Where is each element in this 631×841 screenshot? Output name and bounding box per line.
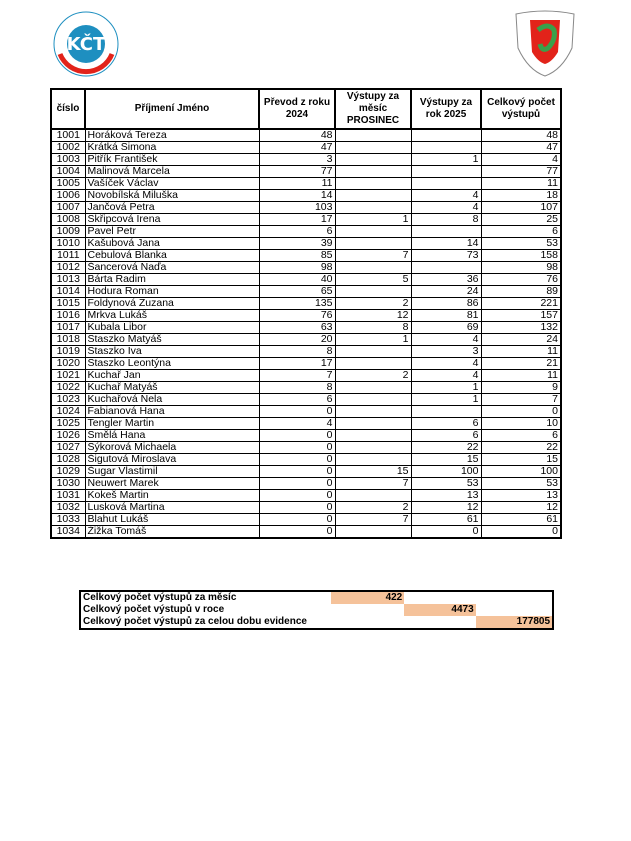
month-ascents bbox=[335, 286, 411, 298]
table-row bbox=[51, 442, 561, 454]
table-row bbox=[51, 334, 561, 346]
svg-text:KČT: KČT bbox=[66, 34, 106, 55]
month-ascents: 15 bbox=[335, 466, 411, 478]
member-id: 1015 bbox=[51, 298, 85, 310]
table-row bbox=[51, 394, 561, 406]
month-ascents bbox=[335, 129, 411, 142]
member-id: 1010 bbox=[51, 238, 85, 250]
member-id: 1004 bbox=[51, 166, 85, 178]
transfer-2024: 14 bbox=[259, 190, 335, 202]
year-ascents: 12 bbox=[411, 502, 481, 514]
total-ascents: 6 bbox=[481, 430, 561, 442]
year-ascents: 6 bbox=[411, 418, 481, 430]
table-row bbox=[51, 262, 561, 274]
member-id: 1030 bbox=[51, 478, 85, 490]
member-id: 1020 bbox=[51, 358, 85, 370]
header-name: Příjmení Jméno bbox=[85, 89, 259, 129]
totals-summary bbox=[79, 590, 554, 630]
member-name: Neuwert Marek bbox=[85, 478, 259, 490]
member-id: 1032 bbox=[51, 502, 85, 514]
year-ascents: 4 bbox=[411, 334, 481, 346]
month-ascents bbox=[335, 430, 411, 442]
member-name: Smělá Hana bbox=[85, 430, 259, 442]
table-row bbox=[51, 370, 561, 382]
month-ascents: 2 bbox=[335, 370, 411, 382]
year-ascents: 1 bbox=[411, 382, 481, 394]
member-id: 1022 bbox=[51, 382, 85, 394]
year-ascents bbox=[411, 129, 481, 142]
table-row bbox=[51, 178, 561, 190]
table-row bbox=[51, 478, 561, 490]
year-ascents: 4 bbox=[411, 358, 481, 370]
month-ascents bbox=[335, 154, 411, 166]
transfer-2024: 48 bbox=[259, 129, 335, 142]
member-name: Šancerová Naďa bbox=[85, 262, 259, 274]
month-ascents bbox=[335, 358, 411, 370]
header-year-2025: Výstupy za rok 2025 bbox=[411, 89, 481, 129]
transfer-2024: 3 bbox=[259, 154, 335, 166]
total-ascents: 7 bbox=[481, 394, 561, 406]
year-ascents bbox=[411, 178, 481, 190]
transfer-2024: 7 bbox=[259, 370, 335, 382]
month-ascents: 7 bbox=[335, 514, 411, 526]
year-ascents: 36 bbox=[411, 274, 481, 286]
transfer-2024: 20 bbox=[259, 334, 335, 346]
member-name: Foldynová Zuzana bbox=[85, 298, 259, 310]
table-row bbox=[51, 466, 561, 478]
month-ascents bbox=[335, 382, 411, 394]
year-ascents bbox=[411, 406, 481, 418]
transfer-2024: 8 bbox=[259, 382, 335, 394]
year-ascents: 81 bbox=[411, 310, 481, 322]
month-ascents bbox=[335, 262, 411, 274]
month-ascents: 7 bbox=[335, 250, 411, 262]
month-ascents: 5 bbox=[335, 274, 411, 286]
transfer-2024: 65 bbox=[259, 286, 335, 298]
member-name: Bárta Radim bbox=[85, 274, 259, 286]
table-row bbox=[51, 226, 561, 238]
month-ascents: 12 bbox=[335, 310, 411, 322]
month-ascents bbox=[335, 202, 411, 214]
member-name: Žižka Tomáš bbox=[85, 526, 259, 539]
member-name: Lusková Martina bbox=[85, 502, 259, 514]
month-ascents bbox=[335, 142, 411, 154]
total-ascents: 24 bbox=[481, 334, 561, 346]
member-id: 1025 bbox=[51, 418, 85, 430]
total-ascents: 12 bbox=[481, 502, 561, 514]
member-name: Kokeš Martin bbox=[85, 490, 259, 502]
year-ascents: 22 bbox=[411, 442, 481, 454]
member-id: 1017 bbox=[51, 322, 85, 334]
member-id: 1011 bbox=[51, 250, 85, 262]
table-row bbox=[51, 430, 561, 442]
transfer-2024: 135 bbox=[259, 298, 335, 310]
member-id: 1031 bbox=[51, 490, 85, 502]
year-ascents bbox=[411, 142, 481, 154]
table-row bbox=[51, 214, 561, 226]
year-ascents: 1 bbox=[411, 394, 481, 406]
member-id: 1008 bbox=[51, 214, 85, 226]
members-table bbox=[50, 88, 562, 539]
member-id: 1028 bbox=[51, 454, 85, 466]
total-ascents: 132 bbox=[481, 322, 561, 334]
member-id: 1007 bbox=[51, 202, 85, 214]
year-ascents: 15 bbox=[411, 454, 481, 466]
member-id: 1016 bbox=[51, 310, 85, 322]
table-row bbox=[51, 142, 561, 154]
total-year-label: Celkový počet výstupů v roce bbox=[83, 604, 225, 615]
transfer-2024: 6 bbox=[259, 226, 335, 238]
total-month-value: 422 bbox=[331, 592, 404, 604]
member-id: 1013 bbox=[51, 274, 85, 286]
member-id: 1009 bbox=[51, 226, 85, 238]
month-ascents bbox=[335, 226, 411, 238]
year-ascents: 13 bbox=[411, 490, 481, 502]
table-row bbox=[51, 154, 561, 166]
total-ascents: 11 bbox=[481, 178, 561, 190]
year-ascents bbox=[411, 166, 481, 178]
total-ascents: 11 bbox=[481, 370, 561, 382]
table-row bbox=[51, 406, 561, 418]
header-transfer-2024: Převod z roku 2024 bbox=[259, 89, 335, 129]
year-ascents: 69 bbox=[411, 322, 481, 334]
transfer-2024: 0 bbox=[259, 502, 335, 514]
transfer-2024: 98 bbox=[259, 262, 335, 274]
member-name: Kubala Libor bbox=[85, 322, 259, 334]
member-name: Kašubová Jana bbox=[85, 238, 259, 250]
total-ascents: 61 bbox=[481, 514, 561, 526]
table-row bbox=[51, 346, 561, 358]
member-id: 1019 bbox=[51, 346, 85, 358]
total-year-value: 4473 bbox=[404, 604, 475, 616]
header-total: Celkový počet výstupů bbox=[481, 89, 561, 129]
month-ascents bbox=[335, 178, 411, 190]
year-ascents: 3 bbox=[411, 346, 481, 358]
total-ascents: 221 bbox=[481, 298, 561, 310]
total-ascents: 53 bbox=[481, 238, 561, 250]
member-name: Vašíček Václav bbox=[85, 178, 259, 190]
year-ascents: 73 bbox=[411, 250, 481, 262]
member-id: 1012 bbox=[51, 262, 85, 274]
month-ascents: 7 bbox=[335, 478, 411, 490]
total-ascents: 21 bbox=[481, 358, 561, 370]
month-ascents bbox=[335, 418, 411, 430]
member-name: Skřipcová Irena bbox=[85, 214, 259, 226]
member-name: Tengler Martin bbox=[85, 418, 259, 430]
total-ascents: 13 bbox=[481, 490, 561, 502]
table-row bbox=[51, 454, 561, 466]
year-ascents: 53 bbox=[411, 478, 481, 490]
total-ascents: 158 bbox=[481, 250, 561, 262]
table-row bbox=[51, 190, 561, 202]
month-ascents: 2 bbox=[335, 502, 411, 514]
transfer-2024: 17 bbox=[259, 358, 335, 370]
total-ascents: 15 bbox=[481, 454, 561, 466]
transfer-2024: 0 bbox=[259, 514, 335, 526]
member-id: 1006 bbox=[51, 190, 85, 202]
year-ascents: 8 bbox=[411, 214, 481, 226]
month-ascents bbox=[335, 238, 411, 250]
month-ascents: 2 bbox=[335, 298, 411, 310]
klub-ceskych-turistu-logo bbox=[52, 10, 120, 78]
transfer-2024: 17 bbox=[259, 214, 335, 226]
total-month-label: Celkový počet výstupů za měsíc bbox=[83, 592, 237, 603]
total-ascents: 18 bbox=[481, 190, 561, 202]
member-name: Hodura Roman bbox=[85, 286, 259, 298]
transfer-2024: 0 bbox=[259, 466, 335, 478]
transfer-2024: 6 bbox=[259, 394, 335, 406]
transfer-2024: 0 bbox=[259, 406, 335, 418]
member-id: 1034 bbox=[51, 526, 85, 539]
month-ascents bbox=[335, 406, 411, 418]
member-name: Kuchař Matyáš bbox=[85, 382, 259, 394]
table-row bbox=[51, 202, 561, 214]
year-ascents: 24 bbox=[411, 286, 481, 298]
table-row bbox=[51, 382, 561, 394]
transfer-2024: 39 bbox=[259, 238, 335, 250]
year-ascents: 4 bbox=[411, 202, 481, 214]
transfer-2024: 47 bbox=[259, 142, 335, 154]
total-ascents: 48 bbox=[481, 129, 561, 142]
year-ascents: 100 bbox=[411, 466, 481, 478]
table-row bbox=[51, 526, 561, 539]
total-ascents: 0 bbox=[481, 526, 561, 539]
table-row bbox=[51, 514, 561, 526]
table-row bbox=[51, 286, 561, 298]
year-ascents: 61 bbox=[411, 514, 481, 526]
month-ascents bbox=[335, 442, 411, 454]
member-id: 1003 bbox=[51, 154, 85, 166]
table-header-row bbox=[51, 89, 561, 129]
member-name: Staszko Leontýna bbox=[85, 358, 259, 370]
month-ascents: 1 bbox=[335, 214, 411, 226]
member-name: Krátká Simona bbox=[85, 142, 259, 154]
table-row bbox=[51, 418, 561, 430]
total-ascents: 22 bbox=[481, 442, 561, 454]
member-name: Blahut Lukáš bbox=[85, 514, 259, 526]
member-id: 1021 bbox=[51, 370, 85, 382]
month-ascents bbox=[335, 394, 411, 406]
table-row bbox=[51, 298, 561, 310]
member-id: 1033 bbox=[51, 514, 85, 526]
table-row bbox=[51, 238, 561, 250]
month-ascents: 8 bbox=[335, 322, 411, 334]
year-ascents bbox=[411, 226, 481, 238]
total-all-time-row bbox=[81, 616, 552, 628]
month-ascents bbox=[335, 490, 411, 502]
member-name: Kuchařová Nela bbox=[85, 394, 259, 406]
member-id: 1026 bbox=[51, 430, 85, 442]
member-name: Cebulová Blanka bbox=[85, 250, 259, 262]
header-cislo: číslo bbox=[51, 89, 85, 129]
month-ascents bbox=[335, 454, 411, 466]
transfer-2024: 85 bbox=[259, 250, 335, 262]
transfer-2024: 0 bbox=[259, 478, 335, 490]
year-ascents: 86 bbox=[411, 298, 481, 310]
table-row bbox=[51, 250, 561, 262]
total-ascents: 98 bbox=[481, 262, 561, 274]
year-ascents: 0 bbox=[411, 526, 481, 539]
member-name: Mrkva Lukáš bbox=[85, 310, 259, 322]
month-ascents bbox=[335, 346, 411, 358]
total-all-time-label: Celkový počet výstupů za celou dobu evidence bbox=[83, 616, 307, 627]
total-ascents: 76 bbox=[481, 274, 561, 286]
member-name: Sýkorová Michaela bbox=[85, 442, 259, 454]
transfer-2024: 77 bbox=[259, 166, 335, 178]
month-ascents: 1 bbox=[335, 334, 411, 346]
year-ascents: 6 bbox=[411, 430, 481, 442]
transfer-2024: 8 bbox=[259, 346, 335, 358]
total-ascents: 0 bbox=[481, 406, 561, 418]
year-ascents: 4 bbox=[411, 190, 481, 202]
member-name: Staszko Matyáš bbox=[85, 334, 259, 346]
total-ascents: 89 bbox=[481, 286, 561, 298]
total-all-time-value: 177805 bbox=[476, 616, 552, 628]
total-ascents: 10 bbox=[481, 418, 561, 430]
total-ascents: 47 bbox=[481, 142, 561, 154]
month-ascents bbox=[335, 526, 411, 539]
member-name: Šugar Vlastimil bbox=[85, 466, 259, 478]
member-id: 1005 bbox=[51, 178, 85, 190]
transfer-2024: 63 bbox=[259, 322, 335, 334]
member-id: 1002 bbox=[51, 142, 85, 154]
transfer-2024: 103 bbox=[259, 202, 335, 214]
transfer-2024: 0 bbox=[259, 526, 335, 539]
month-ascents bbox=[335, 190, 411, 202]
table-row bbox=[51, 322, 561, 334]
member-id: 1029 bbox=[51, 466, 85, 478]
total-ascents: 11 bbox=[481, 346, 561, 358]
transfer-2024: 4 bbox=[259, 418, 335, 430]
transfer-2024: 0 bbox=[259, 442, 335, 454]
member-name: Staszko Iva bbox=[85, 346, 259, 358]
klub-pratel-lyse-hory-logo bbox=[512, 8, 578, 78]
year-ascents: 1 bbox=[411, 154, 481, 166]
transfer-2024: 0 bbox=[259, 454, 335, 466]
table-row bbox=[51, 502, 561, 514]
total-month-row bbox=[81, 592, 552, 604]
total-ascents: 6 bbox=[481, 226, 561, 238]
total-ascents: 9 bbox=[481, 382, 561, 394]
month-ascents bbox=[335, 166, 411, 178]
year-ascents: 4 bbox=[411, 370, 481, 382]
member-id: 1001 bbox=[51, 129, 85, 142]
member-id: 1027 bbox=[51, 442, 85, 454]
transfer-2024: 11 bbox=[259, 178, 335, 190]
member-id: 1023 bbox=[51, 394, 85, 406]
member-id: 1018 bbox=[51, 334, 85, 346]
table-row bbox=[51, 166, 561, 178]
header-month: Výstupy za měsíc PROSINEC bbox=[335, 89, 411, 129]
table-row bbox=[51, 310, 561, 322]
transfer-2024: 76 bbox=[259, 310, 335, 322]
table-row bbox=[51, 358, 561, 370]
total-ascents: 157 bbox=[481, 310, 561, 322]
member-name: Pavel Petr bbox=[85, 226, 259, 238]
total-ascents: 25 bbox=[481, 214, 561, 226]
table-row bbox=[51, 129, 561, 142]
year-ascents bbox=[411, 262, 481, 274]
member-name: Šigutová Miroslava bbox=[85, 454, 259, 466]
transfer-2024: 0 bbox=[259, 490, 335, 502]
member-name: Fabianová Hana bbox=[85, 406, 259, 418]
member-name: Malinová Marcela bbox=[85, 166, 259, 178]
member-name: Horáková Tereza bbox=[85, 129, 259, 142]
total-year-row bbox=[81, 604, 552, 616]
transfer-2024: 40 bbox=[259, 274, 335, 286]
total-ascents: 4 bbox=[481, 154, 561, 166]
total-ascents: 100 bbox=[481, 466, 561, 478]
total-ascents: 77 bbox=[481, 166, 561, 178]
member-name: Novobílská Miluška bbox=[85, 190, 259, 202]
year-ascents: 14 bbox=[411, 238, 481, 250]
member-id: 1024 bbox=[51, 406, 85, 418]
table-row bbox=[51, 490, 561, 502]
member-name: Pitřík František bbox=[85, 154, 259, 166]
member-name: Jančová Petra bbox=[85, 202, 259, 214]
total-ascents: 53 bbox=[481, 478, 561, 490]
total-ascents: 107 bbox=[481, 202, 561, 214]
member-name: Kuchař Jan bbox=[85, 370, 259, 382]
member-id: 1014 bbox=[51, 286, 85, 298]
transfer-2024: 0 bbox=[259, 430, 335, 442]
table-row bbox=[51, 274, 561, 286]
